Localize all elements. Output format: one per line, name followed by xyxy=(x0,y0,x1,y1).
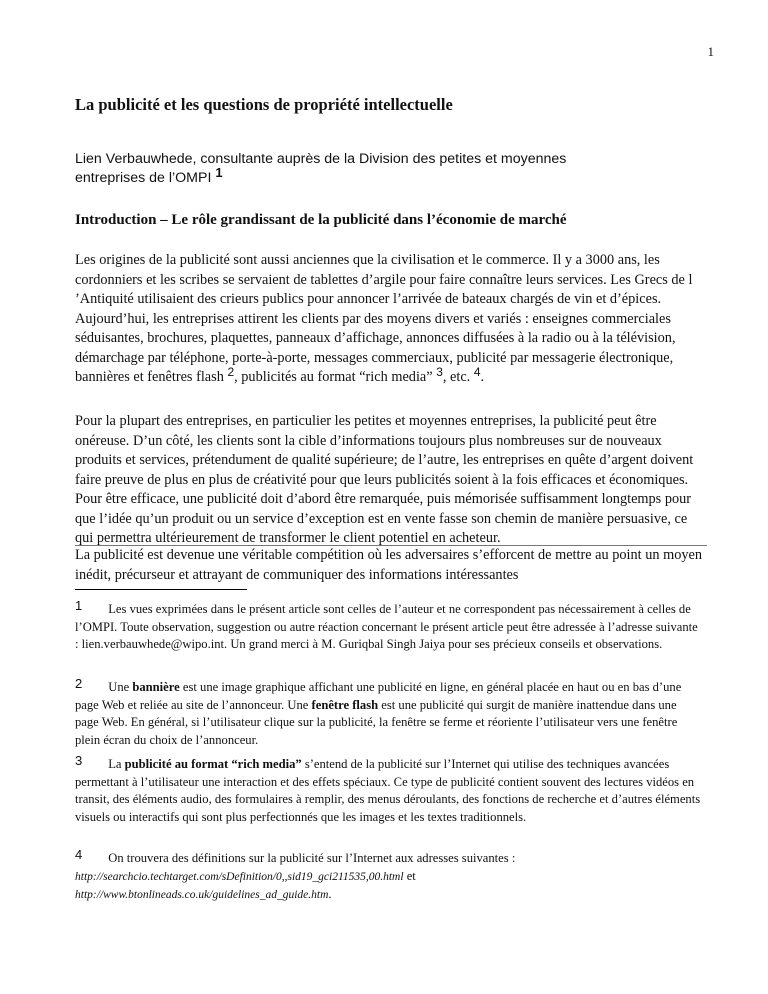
footnote-1 xyxy=(75,600,701,654)
footnote-4-joiner: et xyxy=(403,868,416,883)
paragraph-origins-end: , etc. xyxy=(442,369,474,385)
page-number: 1 xyxy=(707,44,714,59)
term-banniere: bannière xyxy=(132,680,180,694)
paragraph-origins xyxy=(75,251,705,388)
footnote-4-text: On trouvera des définitions sur la publicité sur l’Internet aux adresses suivantes : xyxy=(108,851,516,865)
footnote-2-text-c: est une image graphique affichant une publicité en ligne, en général placée en haut ou en bas d’une page Web et reliée au site de l’annonceur. Une xyxy=(75,680,682,712)
footnote-ref-4[interactable]: 4 xyxy=(473,365,481,379)
footnote-separator xyxy=(75,589,247,590)
footnote-ref-1[interactable]: 1 xyxy=(215,165,223,180)
footnote-1-text: Les vues exprimées dans le présent article sont celles de l’auteur et ne correspondent pas nécessairement à celles de l’OMPI. Toute observation, suggestion ou autre réaction concernant le présent article peut être adressée à l’adresse suivante : lien.verbauwhede@wipo.int. Un grand merci à M. Guriqbal Singh Jaiya pour ses précieux conseils et observations. xyxy=(75,602,698,651)
footnote-3-text-c: s’entend de la publicité sur l’Internet qui utilise des techniques avancées permettant à l’utilisateur une interaction et des effets spéciaux. Ce type de publicité contient souvent des lectures vidéos en transit, des éléments audio, des formulaires à remplir, des menus déroulants, des fonctions de recherche et d’autres éléments visuels ou interactifs qui sont plus perfectionnés que les images et les textes traditionnels. xyxy=(75,757,701,824)
footnote-4-number: 4 xyxy=(75,847,83,862)
footnote-3 xyxy=(75,755,701,826)
footnote-ref-3[interactable]: 3 xyxy=(436,365,443,379)
footnote-ref-2[interactable]: 2 xyxy=(227,365,235,379)
author-line-2: entreprises de l’OMPI xyxy=(75,170,216,186)
section-heading: Introduction – Le rôle grandissant de la publicité dans l’économie de marché xyxy=(75,212,567,228)
footnote-2-text-e: est une publicité qui surgit de manière inattendue dans une page Web. En général, si l’utilisateur clique sur la publicité, la fenêtre se ferme et réoriente l’utilisateur vers une fenêtre plein écran du choix de l’annonceur. xyxy=(75,697,678,747)
author-line-1: Lien Verbauwhede, consultante auprès de la Division des petites et moyennes xyxy=(75,151,567,167)
author-line xyxy=(75,150,715,188)
document-title: La publicité et les questions de propriété intellectuelle xyxy=(75,95,453,114)
paragraph-origins-text: Les origines de la publicité sont aussi anciennes que la civilisation et le commerce. Il y a 3000 ans, les cordonniers et les scribes se servaient de tablettes d’argile pour faire connaître leurs services. Les Grecs de l ’Antiquité utilisaient des crieurs publics pour annoncer l’arrivée de bateaux chargés de vin et d’épices. Aujourd’hui, les entreprises attirent les clients par des moyens divers et variés : enseignes commerciales séduisantes, brochures, plaquettes, panneaux d’affichage, annonces diffusées à la radio ou à la télévision, démarchage par téléphone, porte-à-porte, messages commerciaux, publicité par messagerie électronique, bannières et fenêtres flash xyxy=(75,252,693,385)
term-rich-media: publicité au format “rich media” xyxy=(124,757,302,771)
footnote-4 xyxy=(75,849,701,905)
footnote-2-text-a: Une xyxy=(108,680,133,694)
footnote-4-link-2[interactable]: http://www.btonlineads.co.uk/guidelines_ad_guide.htm xyxy=(75,889,329,901)
paragraph-competition: La publicité est devenue une véritable compétition où les adversaires s’efforcent de mettre au point un moyen inédit, précurseur et attrayant de communiquer des informations intéressantes xyxy=(75,545,707,585)
footnote-3-number: 3 xyxy=(75,753,83,768)
footnote-1-number: 1 xyxy=(75,598,83,613)
footnote-4-link-1[interactable]: http://searchcio.techtarget.com/sDefinition/0,,sid19_gci211535,00.html xyxy=(75,870,404,883)
paragraph-costs: Pour la plupart des entreprises, en particulier les petites et moyennes entreprises, la publicité peut être onéreuse. D’un côté, les clients sont la cible d’informations toujours plus nombreuses sur de nouveaux produits et services, prétendument de qualité supérieure; de l’autre, les entreprises en quête d’argent doivent faire preuve de plus en plus de créativité pour que leurs publicités soient à la fois efficaces et économiques. Pour être efficace, une publicité doit d’abord être remarquée, puis mémorisée suffisamment longtemps pour que l’idée qu’un produit ou un service d’exception est en vente fasse son chemin de manière persuasive, ce qui permettra ultérieurement de transformer le client potentiel en acheteur. xyxy=(75,413,694,546)
footnote-2 xyxy=(75,678,701,749)
footnote-4-end: . xyxy=(328,887,332,901)
paragraph-origins-final: . xyxy=(480,369,485,385)
paragraph-origins-mid: , publicités au format “rich media” xyxy=(234,369,437,385)
footnote-3-text-a: La xyxy=(108,757,125,771)
footnote-2-number: 2 xyxy=(75,676,83,691)
term-fenetre-flash: fenêtre flash xyxy=(311,697,379,712)
